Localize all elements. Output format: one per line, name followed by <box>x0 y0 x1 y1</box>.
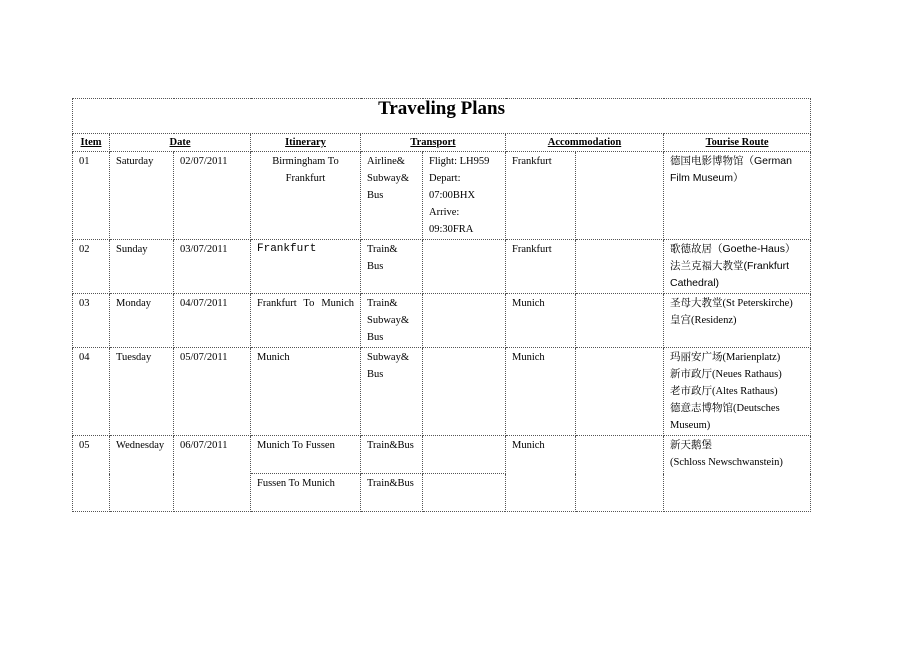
itinerary-cell: Frankfurt <box>251 240 361 294</box>
route-cell <box>664 348 811 436</box>
itinerary-cell: Munich <box>251 348 361 436</box>
route-line: 圣母大教堂(St Peterskirche) <box>670 298 793 309</box>
accommodation-extra-cell <box>576 436 664 512</box>
accommodation-cell: Munich <box>506 294 576 348</box>
header-date: Date <box>110 134 251 152</box>
arrive-time: 09:30FRA <box>429 224 474 235</box>
transport-cell: Train&Bus <box>361 436 423 474</box>
flight-number: Flight: LH959 <box>429 156 490 167</box>
item-cell: 05 <box>73 436 110 512</box>
accommodation-cell: Munich <box>506 436 576 512</box>
accommodation-cell: Frankfurt <box>506 152 576 240</box>
route-cell <box>664 294 811 348</box>
item-cell: 03 <box>73 294 110 348</box>
accommodation-cell: Munich <box>506 348 576 436</box>
route-line: 德意志博物馆(Deutsches Museum) <box>670 403 780 431</box>
itinerary-cell: Fussen To Munich <box>251 474 361 512</box>
accommodation-extra-cell <box>576 152 664 240</box>
day-cell: Wednesday <box>110 436 174 512</box>
accommodation-extra-cell <box>576 240 664 294</box>
transport-detail-cell <box>423 436 506 474</box>
day-cell: Sunday <box>110 240 174 294</box>
route-cell <box>664 240 811 294</box>
table-row <box>73 152 811 240</box>
item-cell: 04 <box>73 348 110 436</box>
route-line: 皇宫(Residenz) <box>670 315 737 326</box>
table-row <box>73 294 811 348</box>
day-cell: Saturday <box>110 152 174 240</box>
accommodation-cell: Frankfurt <box>506 240 576 294</box>
header-itinerary: Itinerary <box>251 134 361 152</box>
arrive-label: Arrive: <box>429 207 460 218</box>
header-row <box>73 134 811 152</box>
accommodation-extra-cell <box>576 294 664 348</box>
transport-cell: Subway& Bus <box>361 348 423 436</box>
route-cell <box>664 436 811 512</box>
route-line: 新天鹅堡 <box>670 440 712 451</box>
route-line: 法兰克福大教堂(Frankfurt Cathedral) <box>670 260 790 289</box>
item-cell: 01 <box>73 152 110 240</box>
transport-cell: Train& Bus <box>361 240 423 294</box>
header-transport: Transport <box>361 134 506 152</box>
transport-detail-cell <box>423 294 506 348</box>
transport-cell: Train&Bus <box>361 474 423 512</box>
day-cell: Monday <box>110 294 174 348</box>
route-cell <box>664 152 811 240</box>
itinerary-cell: Birmingham To Frankfurt <box>251 152 361 240</box>
depart-label: Depart: <box>429 173 461 184</box>
transport-detail-cell <box>423 474 506 512</box>
transport-detail-cell <box>423 152 506 240</box>
transport-detail-cell <box>423 240 506 294</box>
item-cell: 02 <box>73 240 110 294</box>
route-line: 歌德故居（Goethe-Haus） <box>670 243 796 255</box>
date-cell: 02/07/2011 <box>174 152 251 240</box>
route-line: 德国电影博物馆（German Film Museum） <box>670 155 792 184</box>
day-cell: Tuesday <box>110 348 174 436</box>
header-item: Item <box>73 134 110 152</box>
header-route: Tourise Route <box>664 134 811 152</box>
table-row <box>73 240 811 294</box>
route-line: 老市政厅(Altes Rathaus) <box>670 386 778 397</box>
itinerary-cell: Munich To Fussen <box>251 436 361 474</box>
route-line: 新市政厅(Neues Rathaus) <box>670 369 782 380</box>
header-accommodation: Accommodation <box>506 134 664 152</box>
date-cell: 06/07/2011 <box>174 436 251 512</box>
route-line: (Schloss Newschwanstein) <box>670 457 783 468</box>
transport-detail-cell <box>423 348 506 436</box>
date-cell: 03/07/2011 <box>174 240 251 294</box>
transport-cell: Train& Subway& Bus <box>361 294 423 348</box>
page-title: Traveling Plans <box>73 99 811 134</box>
travel-plan-table <box>72 98 811 512</box>
transport-cell: Airline& Subway& Bus <box>361 152 423 240</box>
accommodation-extra-cell <box>576 348 664 436</box>
table-row <box>73 348 811 436</box>
route-line: 玛丽安广场(Marienplatz) <box>670 352 781 363</box>
itinerary-cell: Frankfurt To Munich <box>251 294 361 348</box>
date-cell: 04/07/2011 <box>174 294 251 348</box>
date-cell: 05/07/2011 <box>174 348 251 436</box>
table-row <box>73 436 811 474</box>
depart-time: 07:00BHX <box>429 190 476 201</box>
